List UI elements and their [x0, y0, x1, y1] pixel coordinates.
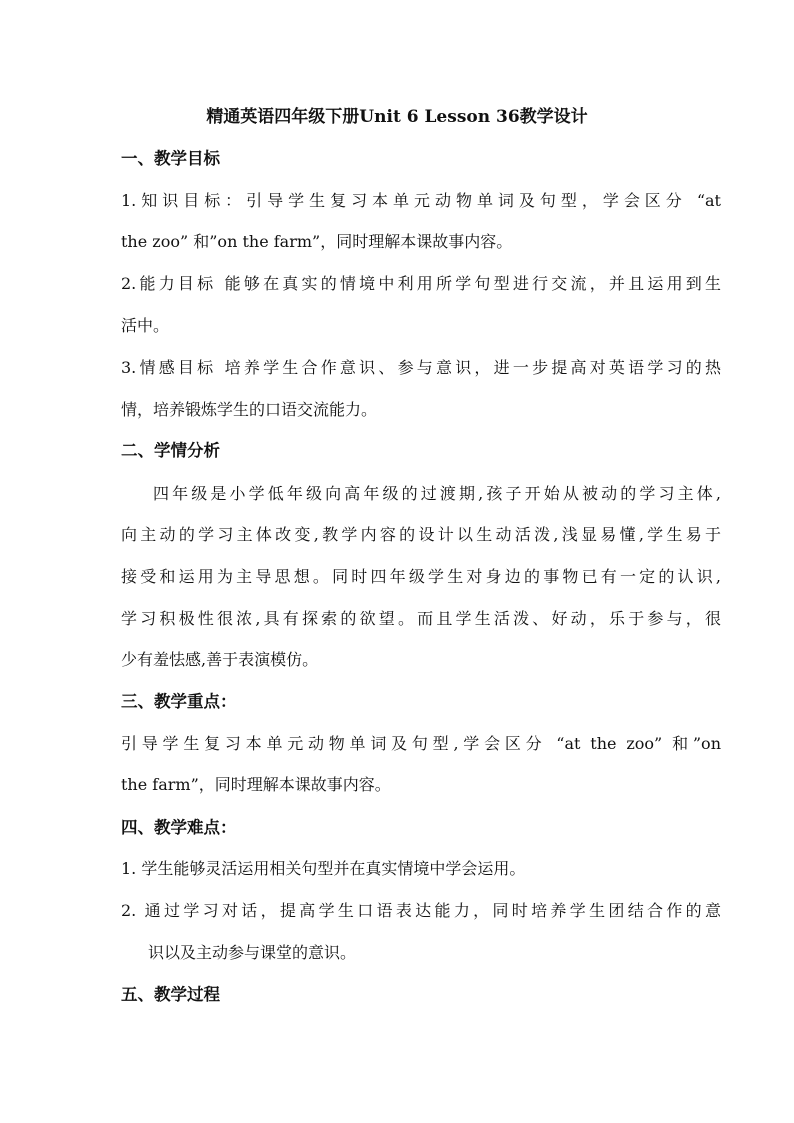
section-heading-analysis: 二、学情分析	[121, 441, 220, 460]
difficulties-line-1: 1. 学生能够灵活运用相关句型并在真实情境中学会运用。	[121, 859, 526, 878]
section-heading-goals: 一、教学目标	[121, 149, 220, 168]
analysis-line-2: 向主动的学习主体改变,教学内容的设计以生动活泼,浅显易懂,学生易于	[121, 525, 721, 544]
section-heading-difficulties: 四、教学难点：	[121, 818, 237, 837]
analysis-line-1: 四年级是小学低年级向高年级的过渡期,孩子开始从被动的学习主体,	[153, 484, 721, 503]
goals-line-1: 1.知识目标：引导学生复习本单元动物单词及句型，学会区分 “at	[121, 191, 721, 210]
difficulties-line-2: 2. 通过学习对话，提高学生口语表达能力，同时培养学生团结合作的意	[121, 901, 721, 920]
section-heading-process: 五、教学过程	[121, 985, 220, 1004]
analysis-line-3: 接受和运用为主导思想。同时四年级学生对身边的事物已有一定的认识,	[121, 567, 721, 586]
key-points-line-2: the farm”，同时理解本课故事内容。	[121, 775, 391, 794]
analysis-line-5: 少有羞怯感,善于表演模仿。	[121, 650, 319, 669]
goals-line-2: the zoo” 和”on the farm”，同时理解本课故事内容。	[121, 232, 513, 251]
document-title: 精通英语四年级下册Unit 6 Lesson 36教学设计	[206, 107, 588, 127]
analysis-line-4: 学习积极性很浓,具有探索的欲望。而且学生活泼、好动，乐于参与，很	[121, 609, 721, 628]
goals-line-3: 2.能力目标 能够在真实的情境中利用所学句型进行交流，并且运用到生	[121, 274, 721, 293]
goals-line-6: 情，培养锻炼学生的口语交流能力。	[121, 400, 378, 419]
difficulties-line-3: 识以及主动参与课堂的意识。	[148, 943, 357, 962]
goals-line-4: 活中。	[121, 316, 170, 335]
goals-line-5: 3.情感目标 培养学生合作意识、参与意识，进一步提高对英语学习的热	[121, 358, 721, 377]
key-points-line-1: 引导学生复习本单元动物单词及句型,学会区分 “at the zoo” 和”on	[121, 734, 721, 753]
section-heading-key-points: 三、教学重点：	[121, 692, 237, 711]
